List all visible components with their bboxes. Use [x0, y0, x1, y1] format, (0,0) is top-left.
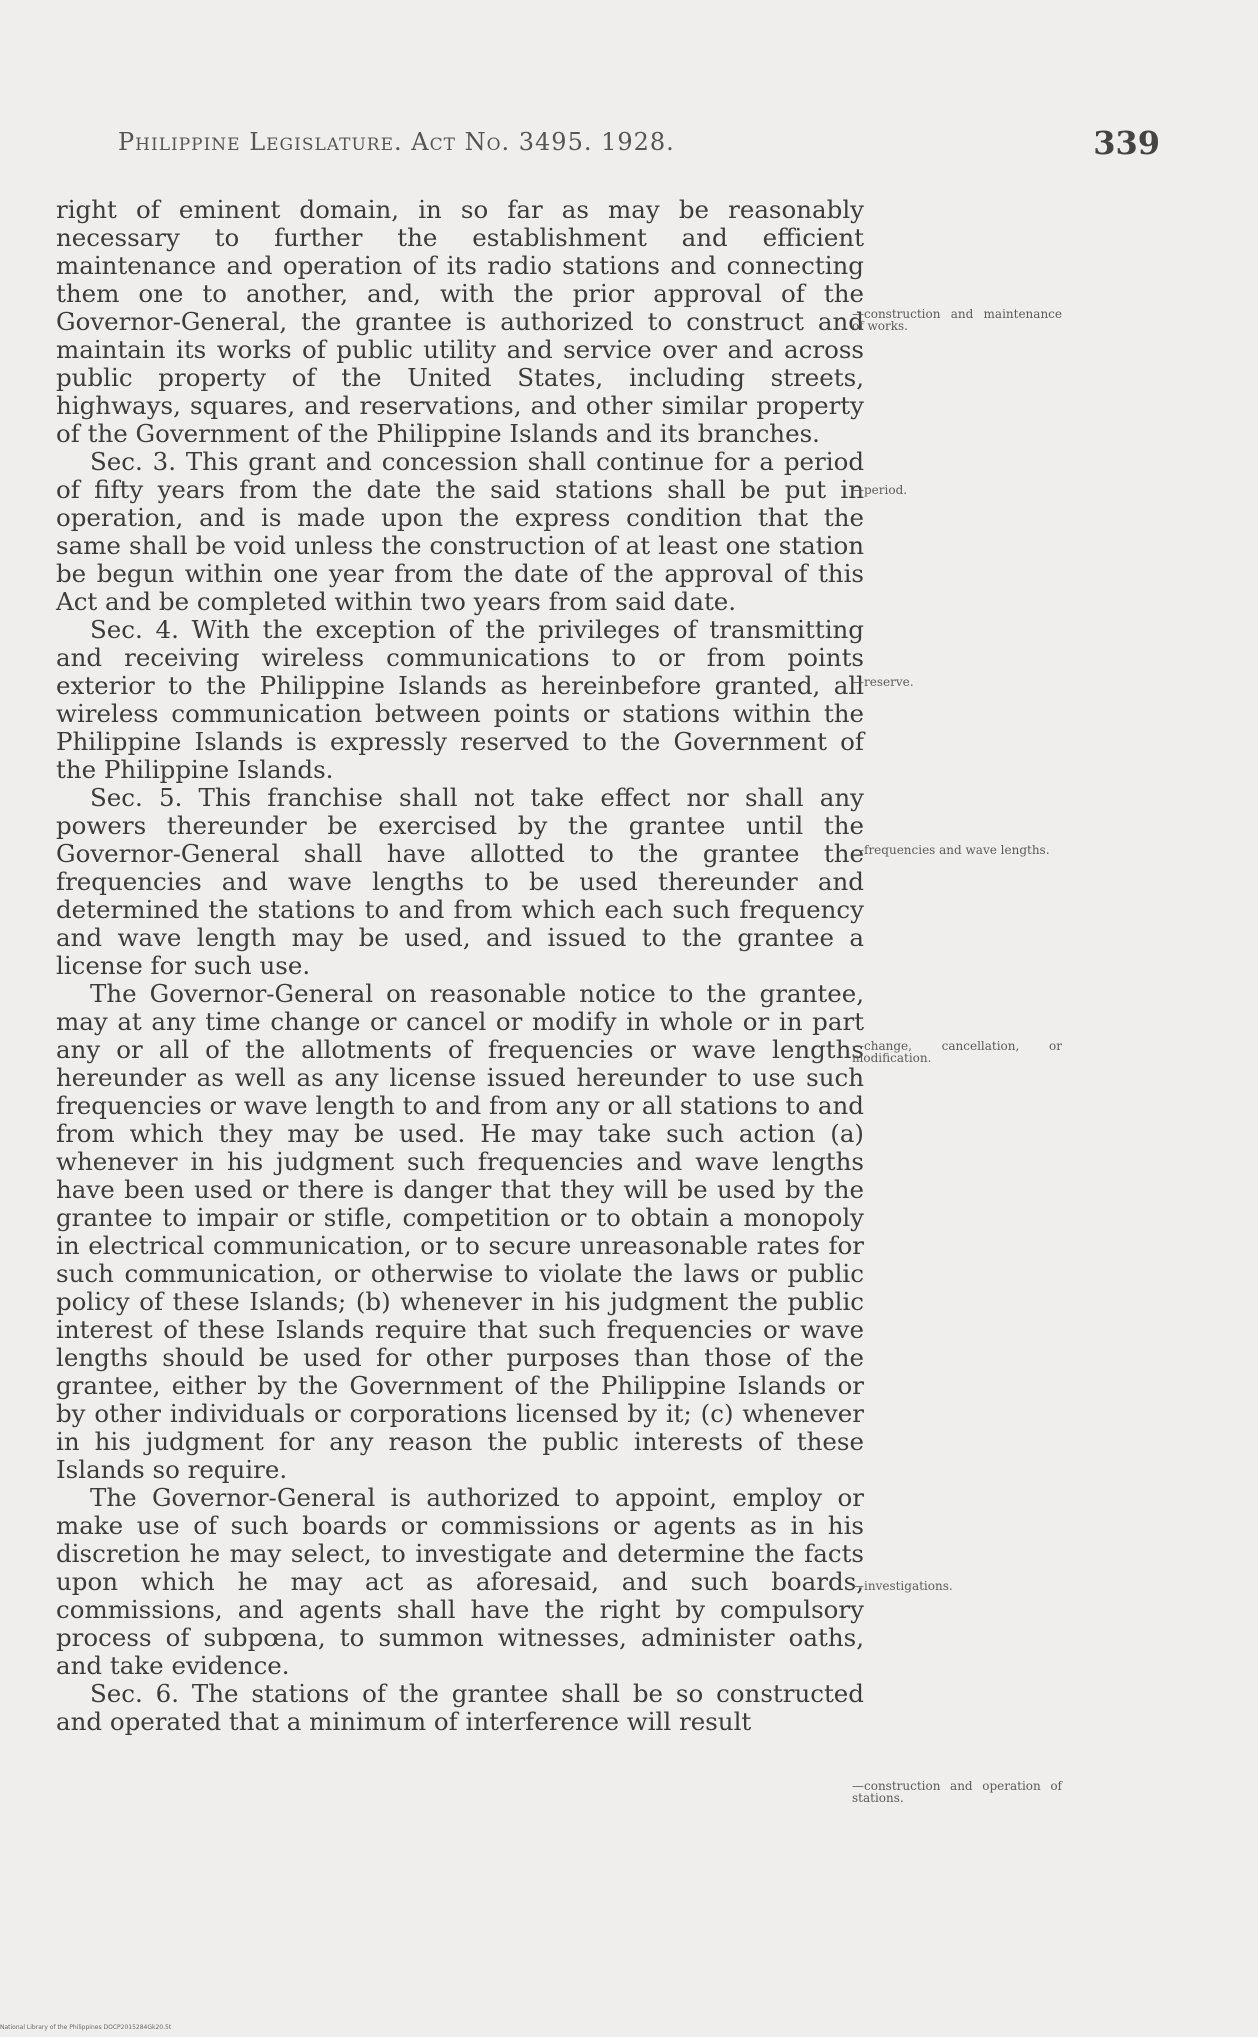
running-head: Philippine Legislature. Act No. 3495. 1928. — [118, 128, 675, 156]
body-text — [56, 196, 864, 1736]
paragraph-sec-4: Sec. 4. With the exception of the privileges of transmitting and receiving wireless communications to or from points exterior to the Philippine Islands as hereinbefore granted, all wireless communication between points or stations within the Philippine Islands is expressly reserved to the Government of the Philippine Islands. — [56, 615, 864, 784]
margin-note-construction-operation: —construction and operation of stations. — [852, 1779, 1062, 1805]
margin-note-investigations: —investigations. — [852, 1579, 953, 1593]
margin-note-frequencies: —frequencies and wave lengths. — [852, 843, 1050, 857]
paragraph-sec-6: Sec. 6. The stations of the grantee shall be so constructed and operated that a minimum of interference will result — [56, 1679, 864, 1736]
paragraph-change-cancel: The Governor-General on reasonable notice to the grantee, may at any time change or cancel or modify in whole or in part any or all of the allotments of frequencies or wave lengths hereunder as well as any license issued hereunder to use such frequencies or wave length to and from any or all stations to and from which they may be used. He may take such action (a) whenever in his judgment such frequencies and wave lengths have been used or there is danger that they will be used by the grantee to impair or stifle, competition or to obtain a monopoly in electrical communication, or to secure unreasonable rates for such communication, or otherwise to violate the laws or public policy of these Islands; (b) whenever in his judgment the public interest of these Islands require that such frequencies or wave lengths should be used for other purposes than those of the grantee, either by the Government of the Philippine Islands or by other individuals or corporations licensed by it; (c) whenever in his judgment for any reason the public interests of these Islands so require. — [56, 979, 864, 1484]
margin-note-change: —change, cancellation, or modification. — [852, 1039, 1062, 1065]
margin-note-reserve: —reserve. — [852, 675, 914, 689]
page-number: 339 — [1093, 124, 1160, 162]
page-header — [118, 124, 1160, 168]
paragraph-investigations: The Governor-General is authorized to appoint, employ or make use of such boards or commissions or agents as in his discretion he may select, to investigate and determine the facts upon which he may act as aforesaid, and such boards, commissions, and agents shall have the right by compulsory process of subpœna, to summon witnesses, administer oaths, and take evidence. — [56, 1483, 864, 1680]
paragraph-sec-5: Sec. 5. This franchise shall not take effect nor shall any powers thereunder be exercised by the grantee until the Governor-General shall have allotted to the grantee the frequencies and wave lengths to be used thereunder and determined the stations to and from which each such frequency and wave length may be used, and issued to the grantee a license for such use. — [56, 783, 864, 980]
margin-note-construction-maintenance: —construction and maintenance of works. — [852, 307, 1062, 333]
margin-note-period: —period. — [852, 483, 908, 497]
footer-credit: National Library of the Philippines DOCP2015284Gk20.5t — [0, 2024, 172, 2031]
paragraph-sec-3: Sec. 3. This grant and concession shall continue for a period of fifty years from the date the said stations shall be put in operation, and is made upon the express condition that the same shall be void unless the construction of at least one station be begun within one year from the date of the approval of this Act and be completed within two years from said date. — [56, 447, 864, 616]
paragraph-1: right of eminent domain, in so far as may be reasonably necessary to further the establishment and efficient maintenance and operation of its radio stations and connecting them one to another, and, with the prior approval of the Governor-General, the grantee is authorized to construct and maintain its works of public utility and service over and across public property of the United States, including streets, highways, squares, and reservations, and other similar property of the Government of the Philippine Islands and its branches. — [56, 195, 864, 448]
